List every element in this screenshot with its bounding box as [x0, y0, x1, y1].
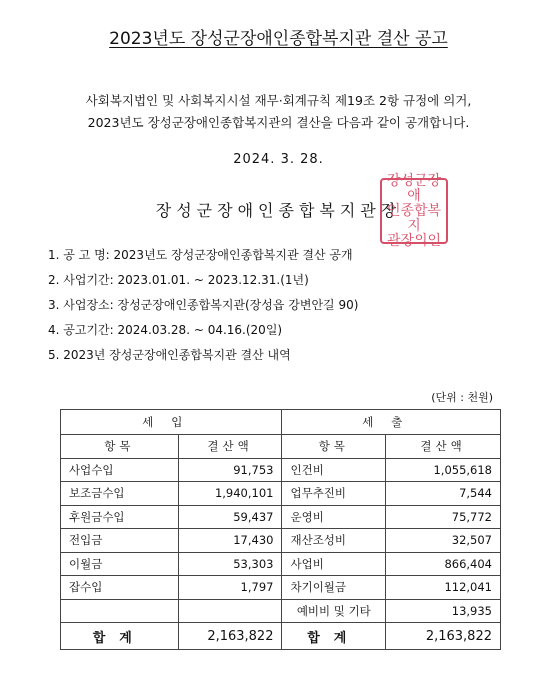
income-item-header: 항목: [61, 435, 179, 459]
expense-total-label: 합계: [282, 623, 386, 650]
table-subheader-row: [61, 435, 501, 459]
expense-label: 예비비 및 기타: [282, 599, 386, 623]
expense-label: 사업비: [282, 552, 386, 576]
table-header-row: [61, 410, 501, 435]
income-total-label: 합계: [61, 623, 179, 650]
income-amount: 91,753: [178, 458, 282, 482]
income-amount: [178, 599, 282, 623]
expense-amount: 112,041: [386, 576, 501, 600]
organization-head: 장성군장애인종합복지관장: [155, 201, 402, 220]
notice-item-notice-period: 4. 공고기간: 2024.03.28. ~ 04.16.(20일): [48, 323, 283, 337]
expense-amount: 13,935: [386, 599, 501, 623]
table-row: [61, 505, 501, 529]
income-amount: 17,430: [178, 529, 282, 553]
seal-line-3: 관장의인: [386, 232, 442, 249]
notice-item-location: 3. 사업장소: 장성군장애인종합복지관(장성읍 강변안길 90): [48, 298, 359, 312]
expense-amount: 1,055,618: [386, 458, 501, 482]
income-label: 보조금수입: [61, 482, 179, 506]
income-amount: 1,797: [178, 576, 282, 600]
intro-paragraph: [20, 90, 537, 134]
table-row: [61, 482, 501, 506]
expense-label: 차기이월금: [282, 576, 386, 600]
expense-label: 운영비: [282, 505, 386, 529]
notice-item-settlement: 5. 2023년 장성군장애인종합복지관 결산 내역: [48, 348, 291, 362]
notice-item-period: 2. 사업기간: 2023.01.01. ~ 2023.12.31.(1년): [48, 273, 309, 287]
table-row: [61, 552, 501, 576]
income-label: 이월금: [61, 552, 179, 576]
intro-line-1: 사회복지법인 및 사회복지시설 재무·회계규칙 제19조 2항 규정에 의거,: [85, 93, 472, 108]
table-row: [61, 599, 501, 623]
official-seal-stamp: [380, 172, 448, 249]
table-row: [61, 576, 501, 600]
expense-label: 재산조성비: [282, 529, 386, 553]
income-total-amount: 2,163,822: [178, 623, 282, 650]
income-label: [61, 599, 179, 623]
notice-item-name: 1. 공 고 명: 2023년도 장성군장애인종합복지관 결산 공개: [48, 248, 353, 262]
expense-amount: 32,507: [386, 529, 501, 553]
income-amount: 59,437: [178, 505, 282, 529]
table-row: [61, 529, 501, 553]
income-label: 사업수입: [61, 458, 179, 482]
document-title: [0, 24, 557, 49]
notice-date: 2024. 3. 28.: [233, 152, 324, 167]
expense-amount: 866,404: [386, 552, 501, 576]
expense-header: 세출: [282, 410, 501, 435]
expense-label: 인건비: [282, 458, 386, 482]
expense-total-amount: 2,163,822: [386, 623, 501, 650]
intro-line-2: 2023년도 장성군장애인종합복지관의 결산을 다음과 같이 공개합니다.: [87, 115, 470, 130]
income-label: 잡수입: [61, 576, 179, 600]
income-header: 세입: [61, 410, 282, 435]
unit-label: (단위 : 천원): [431, 391, 493, 404]
expense-amount: 75,772: [386, 505, 501, 529]
settlement-table: [60, 409, 501, 650]
expense-amount-header: 결산액: [386, 435, 501, 459]
seal-line-1: 장성군장애: [386, 172, 442, 204]
income-label: 후원금수입: [61, 505, 179, 529]
income-label: 전입금: [61, 529, 179, 553]
table-total-row: [61, 623, 501, 650]
notice-items-list: [48, 246, 358, 371]
income-amount: 53,303: [178, 552, 282, 576]
seal-line-2: 인종합복지: [386, 202, 442, 234]
expense-label: 업무추진비: [282, 482, 386, 506]
expense-amount: 7,544: [386, 482, 501, 506]
table-row: [61, 458, 501, 482]
document-title-text: 2023년도 장성군장애인종합복지관 결산 공고: [109, 29, 448, 49]
income-amount: 1,940,101: [178, 482, 282, 506]
income-amount-header: 결산액: [178, 435, 282, 459]
expense-item-header: 항목: [282, 435, 386, 459]
